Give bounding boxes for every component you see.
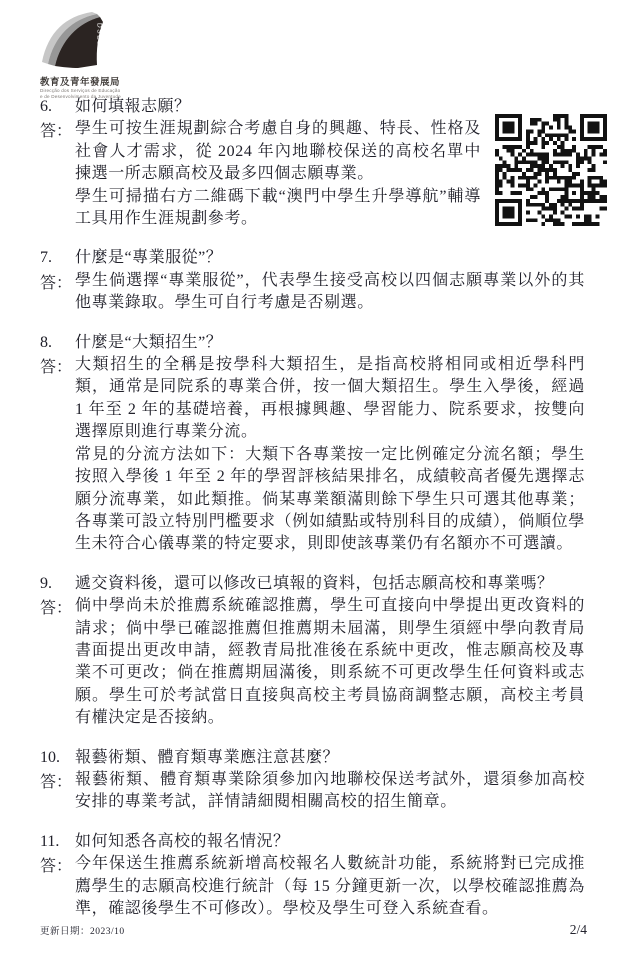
answer-label: 答： bbox=[40, 274, 73, 292]
answer-label: 答： bbox=[40, 600, 73, 618]
answer-label: 答： bbox=[40, 123, 73, 141]
answer-paragraph: 學生倘選擇“專業服從”，代表學生接受高校以四個志願專業以外的其他專業錄取。學生可自行考慮是否剔選。 bbox=[75, 271, 585, 312]
answer-paragraph: 學生可按生涯規劃綜合考慮自身的興趣、特長、性格及社會人才需求，從 2024 年內地聯校保送的高校名單中揀選一所志願高校及最多四個志願專業。 bbox=[75, 120, 481, 183]
org-name-zh: 教育及青年發展局 bbox=[40, 77, 121, 88]
answer-paragraph: 今年保送生推薦系統新增高校報名人數統計功能，系統將對已完成推薦學生的志願高校進行統計（每 15 分鐘更新一次，以學校確認推薦為準，確認後學生不可修改）。學校及學生可登入系統查看。 bbox=[75, 855, 585, 917]
faq-content bbox=[40, 93, 585, 937]
question-number: 8. bbox=[40, 333, 52, 351]
footer-page-number: 2/4 bbox=[569, 922, 587, 937]
question-text: 什麼是“專業服從”？ bbox=[75, 249, 223, 267]
org-name-pt-line2: e de Desenvolvimento da Juventude bbox=[40, 93, 121, 99]
answer-label: 答： bbox=[40, 858, 73, 876]
question-text: 報藝術類、體育類專業應注意甚麼？ bbox=[75, 748, 340, 766]
dsedj-logo-icon bbox=[40, 10, 106, 68]
question-number: 9. bbox=[40, 574, 52, 592]
footer-updated-date: 更新日期：2023/10 bbox=[40, 927, 125, 937]
answer-paragraph: 大類招生的全稱是按學科大類招生，是指高校將相同或相近學科門類，通常是同院系的專業合併，按一個大類招生。學生入學後，經過 1 年至 2 年的基礎培養，再根據興趣、學習能力、院系要求，按雙向選擇原則進行專業分流。 bbox=[75, 356, 585, 441]
qa-item-10 bbox=[40, 747, 585, 814]
qa-item-6 bbox=[40, 93, 585, 230]
question-number: 10. bbox=[40, 748, 60, 766]
answer-label: 答： bbox=[40, 359, 73, 377]
question-text: 如何填報志願？ bbox=[75, 98, 191, 115]
answer-paragraph: 學生可掃描右方二維碼下載“澳門中學生升學導航”輔導工具用作生涯規劃參考。 bbox=[75, 187, 481, 228]
question-text: 遞交資料後，還可以修改已填報的資料，包括志願高校和專業嗎？ bbox=[75, 574, 554, 592]
dsedj-logo bbox=[40, 10, 220, 100]
question-text: 如何知悉各高校的報名情況？ bbox=[75, 832, 290, 850]
page-footer bbox=[40, 922, 587, 938]
qa-item-7 bbox=[40, 247, 585, 314]
qa-item-9 bbox=[40, 573, 585, 730]
qa-item-11 bbox=[40, 831, 585, 921]
question-text: 什麼是“大類招生”？ bbox=[75, 333, 223, 351]
answer-paragraph: 報藝術類、體育類專業除須參加內地聯校保送考試外，還須參加高校安排的專業考試，詳情請細閱相關高校的招生簡章。 bbox=[75, 770, 585, 811]
question-number: 7. bbox=[40, 249, 52, 267]
qa-item-8 bbox=[40, 332, 585, 556]
logo-acronym: DSEDJ bbox=[95, 23, 103, 53]
answer-label: 答： bbox=[40, 773, 73, 791]
org-name-pt-line1: Direcção dos Serviços de Educação bbox=[40, 88, 121, 93]
answer-paragraph: 倘中學尚未於推薦系統確認推薦，學生可直接向中學提出更改資料的請求；倘中學已確認推薦但推薦期未屆滿，則學生須經中學向教青局書面提出更改申請，經教青局批准後在系統中更改，惟志願高校及專業不可更改；倘在推薦期屆滿後，則系統不可更改學生任何資料或志願。學生可於考試當日直接與高校主考員協商調整志願，高校主考員有權決定是否接納。 bbox=[75, 597, 585, 727]
question-number: 6. bbox=[40, 98, 52, 115]
question-number: 11. bbox=[40, 832, 60, 850]
answer-paragraph: 常見的分流方法如下：大類下各專業按一定比例確定分流名額；學生按照入學後 1 年至 2 年的學習評核結果排名，成績較高者優先選擇志願分流專業，如此類推。倘某專業額滿則餘下學生只可選其他專業；各專業可設立特別門檻要求（例如績點或特別科目的成績），倘順位學生未符合心儀專業的特定要求，則即使該專業仍有名額亦不可選讀。 bbox=[75, 445, 585, 553]
